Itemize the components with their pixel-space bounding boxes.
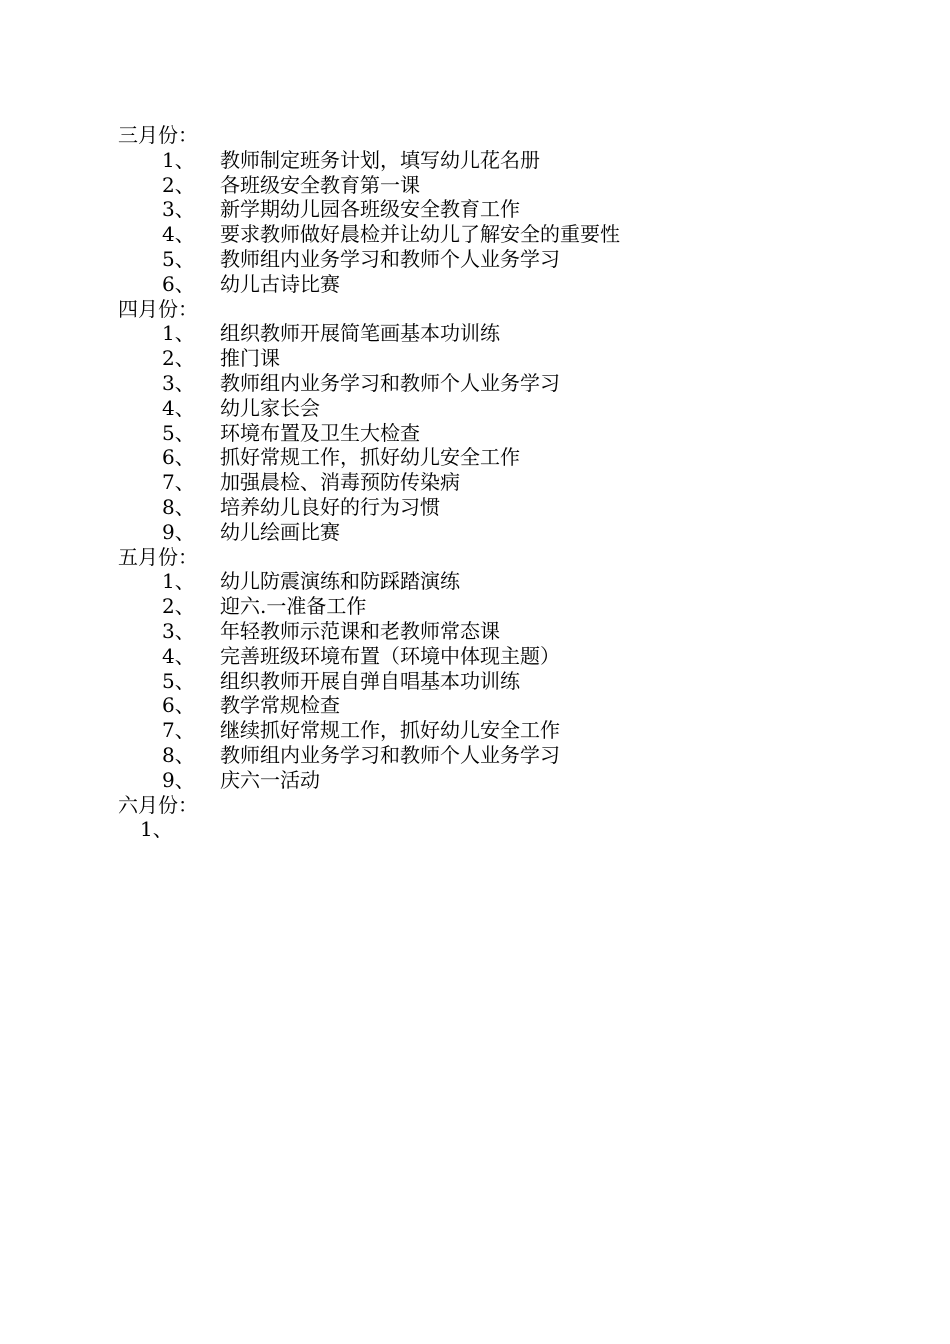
item-number: 2、 [162, 594, 195, 619]
item-number: 1、 [162, 321, 195, 346]
document-content [118, 123, 878, 842]
month-heading-may: 五月份： [118, 544, 198, 569]
item-text: 年轻教师示范课和老教师常态课 [220, 618, 500, 643]
item-text: 迎六.一准备工作 [220, 594, 367, 619]
item-text: 组织教师开展自弹自唱基本功训练 [220, 668, 520, 693]
month-heading-june: 六月份： [118, 792, 198, 817]
item-text: 完善班级环境布置（环境中体现主题） [220, 643, 560, 668]
item-number: 4、 [162, 395, 195, 420]
list-item [118, 520, 878, 545]
item-number: 3、 [162, 197, 195, 222]
item-number: 4、 [162, 222, 195, 247]
item-text: 庆六一活动 [220, 767, 320, 792]
item-number: 5、 [162, 420, 195, 445]
list-item [118, 495, 878, 520]
item-number: 8、 [162, 742, 195, 767]
item-number: 1、 [140, 817, 173, 842]
month-heading-march: 三月份： [118, 123, 198, 147]
month-heading-april: 四月份： [118, 296, 198, 321]
item-text: 幼儿绘画比赛 [220, 519, 340, 544]
item-number: 9、 [162, 519, 195, 544]
item-text: 继续抓好常规工作，抓好幼儿安全工作 [220, 718, 560, 743]
list-item [118, 173, 878, 198]
item-number: 4、 [162, 643, 195, 668]
item-text: 抓好常规工作，抓好幼儿安全工作 [220, 445, 520, 470]
item-number: 6、 [162, 271, 195, 296]
item-text: 幼儿防震演练和防踩踏演练 [220, 569, 460, 594]
item-number: 3、 [162, 618, 195, 643]
item-text: 幼儿家长会 [220, 395, 320, 420]
list-item [118, 272, 878, 297]
list-item [118, 718, 878, 743]
item-text: 教学常规检查 [220, 693, 340, 718]
item-number: 1、 [162, 569, 195, 594]
list-item [118, 445, 878, 470]
item-number: 5、 [162, 246, 195, 271]
list-item [118, 421, 878, 446]
list-item [118, 594, 878, 619]
item-number: 1、 [162, 147, 195, 172]
item-text: 加强晨检、消毒预防传染病 [220, 470, 460, 495]
item-number: 2、 [162, 172, 195, 197]
list-item [118, 346, 878, 371]
item-text: 环境布置及卫生大检查 [220, 420, 420, 445]
item-text: 新学期幼儿园各班级安全教育工作 [220, 197, 520, 222]
list-item [118, 470, 878, 495]
item-number: 3、 [162, 370, 195, 395]
list-item [118, 321, 878, 346]
item-text: 幼儿古诗比赛 [220, 271, 340, 296]
item-number: 6、 [162, 693, 195, 718]
item-number: 8、 [162, 494, 195, 519]
item-text: 要求教师做好晨检并让幼儿了解安全的重要性 [220, 222, 620, 247]
item-number: 5、 [162, 668, 195, 693]
item-text: 推门课 [220, 346, 280, 371]
item-number: 2、 [162, 346, 195, 371]
list-item [118, 619, 878, 644]
list-item [118, 396, 878, 421]
item-number: 9、 [162, 767, 195, 792]
list-item [118, 197, 878, 222]
item-text: 教师制定班务计划，填写幼儿花名册 [220, 147, 540, 172]
item-text: 教师组内业务学习和教师个人业务学习 [220, 742, 560, 767]
item-text: 组织教师开展简笔画基本功训练 [220, 321, 500, 346]
item-number: 6、 [162, 445, 195, 470]
item-number: 7、 [162, 718, 195, 743]
list-item [118, 644, 878, 669]
item-text: 培养幼儿良好的行为习惯 [220, 494, 440, 519]
list-item [118, 669, 878, 694]
list-item [118, 768, 878, 793]
list-item [118, 693, 878, 718]
list-item [118, 247, 878, 272]
list-item [118, 371, 878, 396]
item-text: 各班级安全教育第一课 [220, 172, 420, 197]
list-item [118, 148, 878, 173]
item-number: 7、 [162, 470, 195, 495]
list-item [118, 743, 878, 768]
list-item [118, 569, 878, 594]
item-text: 教师组内业务学习和教师个人业务学习 [220, 370, 560, 395]
list-item [118, 817, 878, 842]
list-item [118, 222, 878, 247]
item-text: 教师组内业务学习和教师个人业务学习 [220, 246, 560, 271]
